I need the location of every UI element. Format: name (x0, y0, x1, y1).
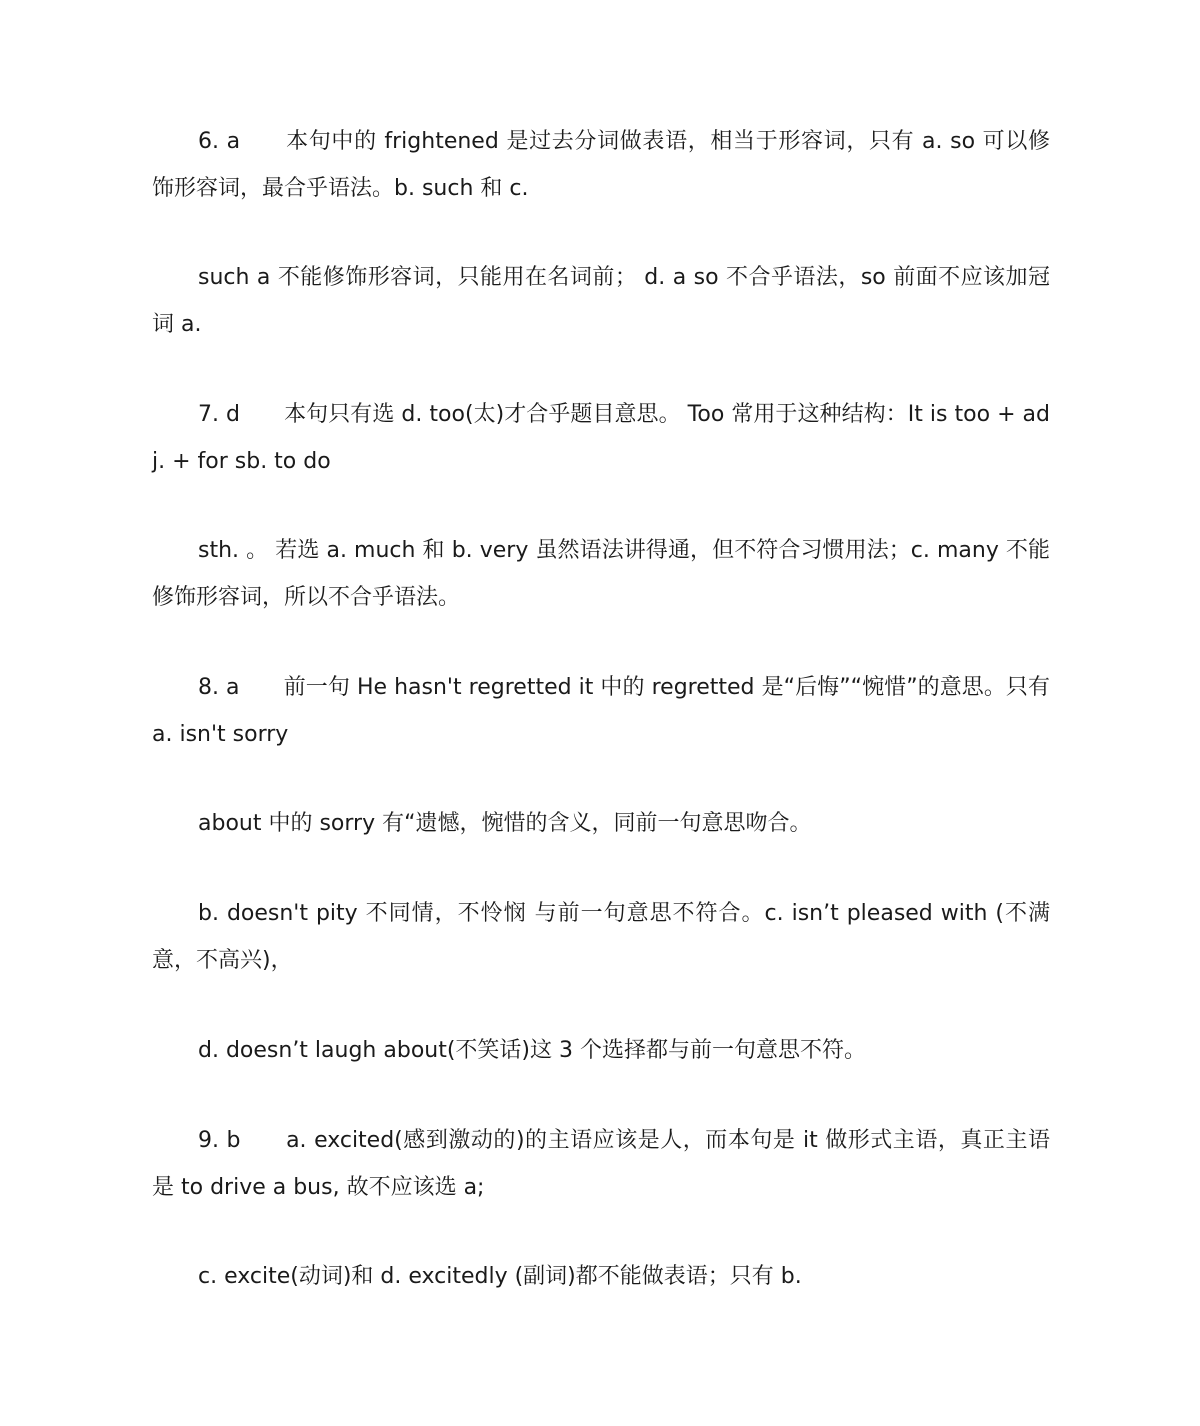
answer-7-explanation-cont: sth. 。 若选 a. much 和 b. very 虽然语法讲得通，但不符合习惯用法；c. many 不能修饰形容词，所以不合乎语法。 (152, 538, 1050, 610)
answer-9-explanation-cont: c. excite(动词)和 d. excitedly (副词)都不能做表语；只有 b. (198, 1264, 802, 1289)
answer-8-explanation: 8. a 前一句 He hasn't regretted it 中的 regretted 是“后悔”“惋惜”的意思。只有 a. isn't sorry (152, 675, 1050, 747)
answer-8-explanation-cont-3: d. doesn’t laugh about(不笑话)这 3 个选择都与前一句意思不符。 (198, 1038, 866, 1063)
answer-8-explanation-cont-1: about 中的 sorry 有“遗憾，惋惜的含义，同前一句意思吻合。 (198, 811, 812, 836)
answer-9-explanation: 9. b a. excited(感到激动的)的主语应该是人，而本句是 it 做形式主语，真正主语是 to drive a bus, 故不应该选 a; (152, 1128, 1050, 1200)
answer-8-explanation-cont-2: b. doesn't pity 不同情，不怜悯 与前一句意思不符合。c. isn’t pleased with (不满意，不高兴)， (152, 901, 1050, 973)
answer-6-explanation-cont: such a 不能修饰形容词，只能用在名词前； d. a so 不合乎语法，so 前面不应该加冠词 a. (152, 265, 1050, 337)
answer-6-explanation: 6. a 本句中的 frightened 是过去分词做表语，相当于形容词，只有 a. so 可以修饰形容词，最合乎语法。b. such 和 c. (152, 129, 1050, 201)
answer-7-explanation: 7. d 本句只有选 d. too(太)才合乎题目意思。 Too 常用于这种结构：It is too + adj. + for sb. to do (152, 402, 1050, 474)
